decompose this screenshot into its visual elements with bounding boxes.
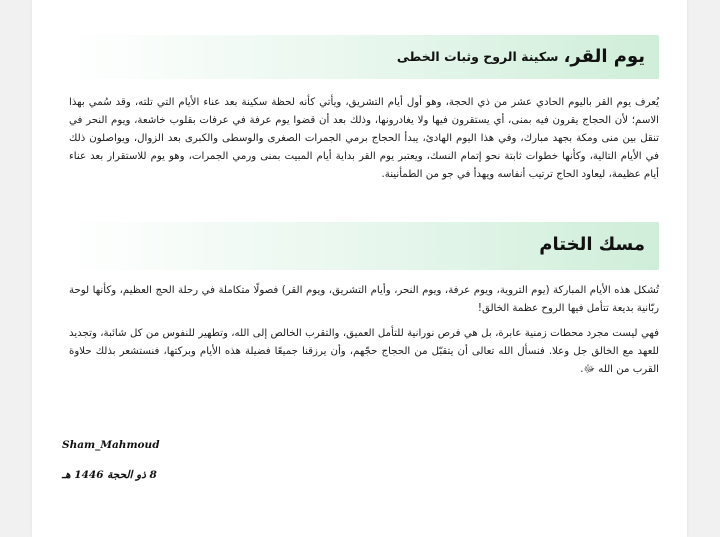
section-heading-yawm-al-qarr [67, 35, 659, 79]
section-subtitle: سكينة الروح وثبات الخطى [396, 49, 559, 64]
section-heading-closing [67, 222, 659, 270]
section-title-closing: مسك الختام [539, 234, 645, 255]
paragraph-yawm-al-qarr: يُعرف يوم القر باليوم الحادي عشر من ذي الحجة، وهو أول أيام التشريق، ويأتي كأنه لحظة سكينة بعد عناء الأيام التي تلته، وقد سُمي بهذا الاسم؛ لأن الحجاج يقرون فيه بمنى، أي يستقرون فيها ولا يغادرونها، وذلك بعد أن قضوا يوم عرفة في عرفات بقلوب خاشعة، ويوم النحر في تنقل بين منى ومكة بجهد مبارك، وفي هذا اليوم الهادئ، يبدأ الحجاج برمي الجمرات الصغرى والوسطى والكبرى بعد الزوال، ويواصلون ذلك في الأيام التالية، وكأنها خطوات ثابتة نحو إتمام النسك، ويعتبر يوم القر بداية أيام المبيت بمنى ورمي الجمرات، وهو يوم للاستقرار بعد عناء أيام عظيمة، ليعاود الحاج ترتيب أنفاسه ويهدأ في جو من الطمأنينة. [69, 97, 659, 180]
paragraph-closing-2: فهي ليست مجرد محطات زمنية عابرة، بل هي فرص نورانية للتأمل العميق، والتقرب الخالص إلى الله، وتطهير للنفوس من كل شائبة، وتجديد للعهد مع الخالق جل وعلا. فنسأل الله تعالى أن يتقبّل من الحجاج حجّهم، وأن يرزقنا جميعًا فضيلة هذه الأيام وبركتها، فنستشعر بذلك حلاوة القرب من الله ﷻ. [69, 328, 659, 375]
document-page [32, 0, 687, 537]
author-signature: Sham_Mahmoud [62, 439, 160, 451]
signature-date: 8 ذو الحجة 1446 هـ [62, 469, 157, 481]
section-title: يوم القر، [563, 46, 645, 67]
paragraph-closing-1: تُشكل هذه الأيام المباركة (يوم التروية، ويوم عرفة، ويوم النحر، وأيام التشريق، ويوم القر) فصولًا متكاملة في رحلة الحج العظيم، وكأنها لوحة ربّانية بديعة تتأمل فيها الروح عظمة الخالق! [69, 285, 659, 314]
